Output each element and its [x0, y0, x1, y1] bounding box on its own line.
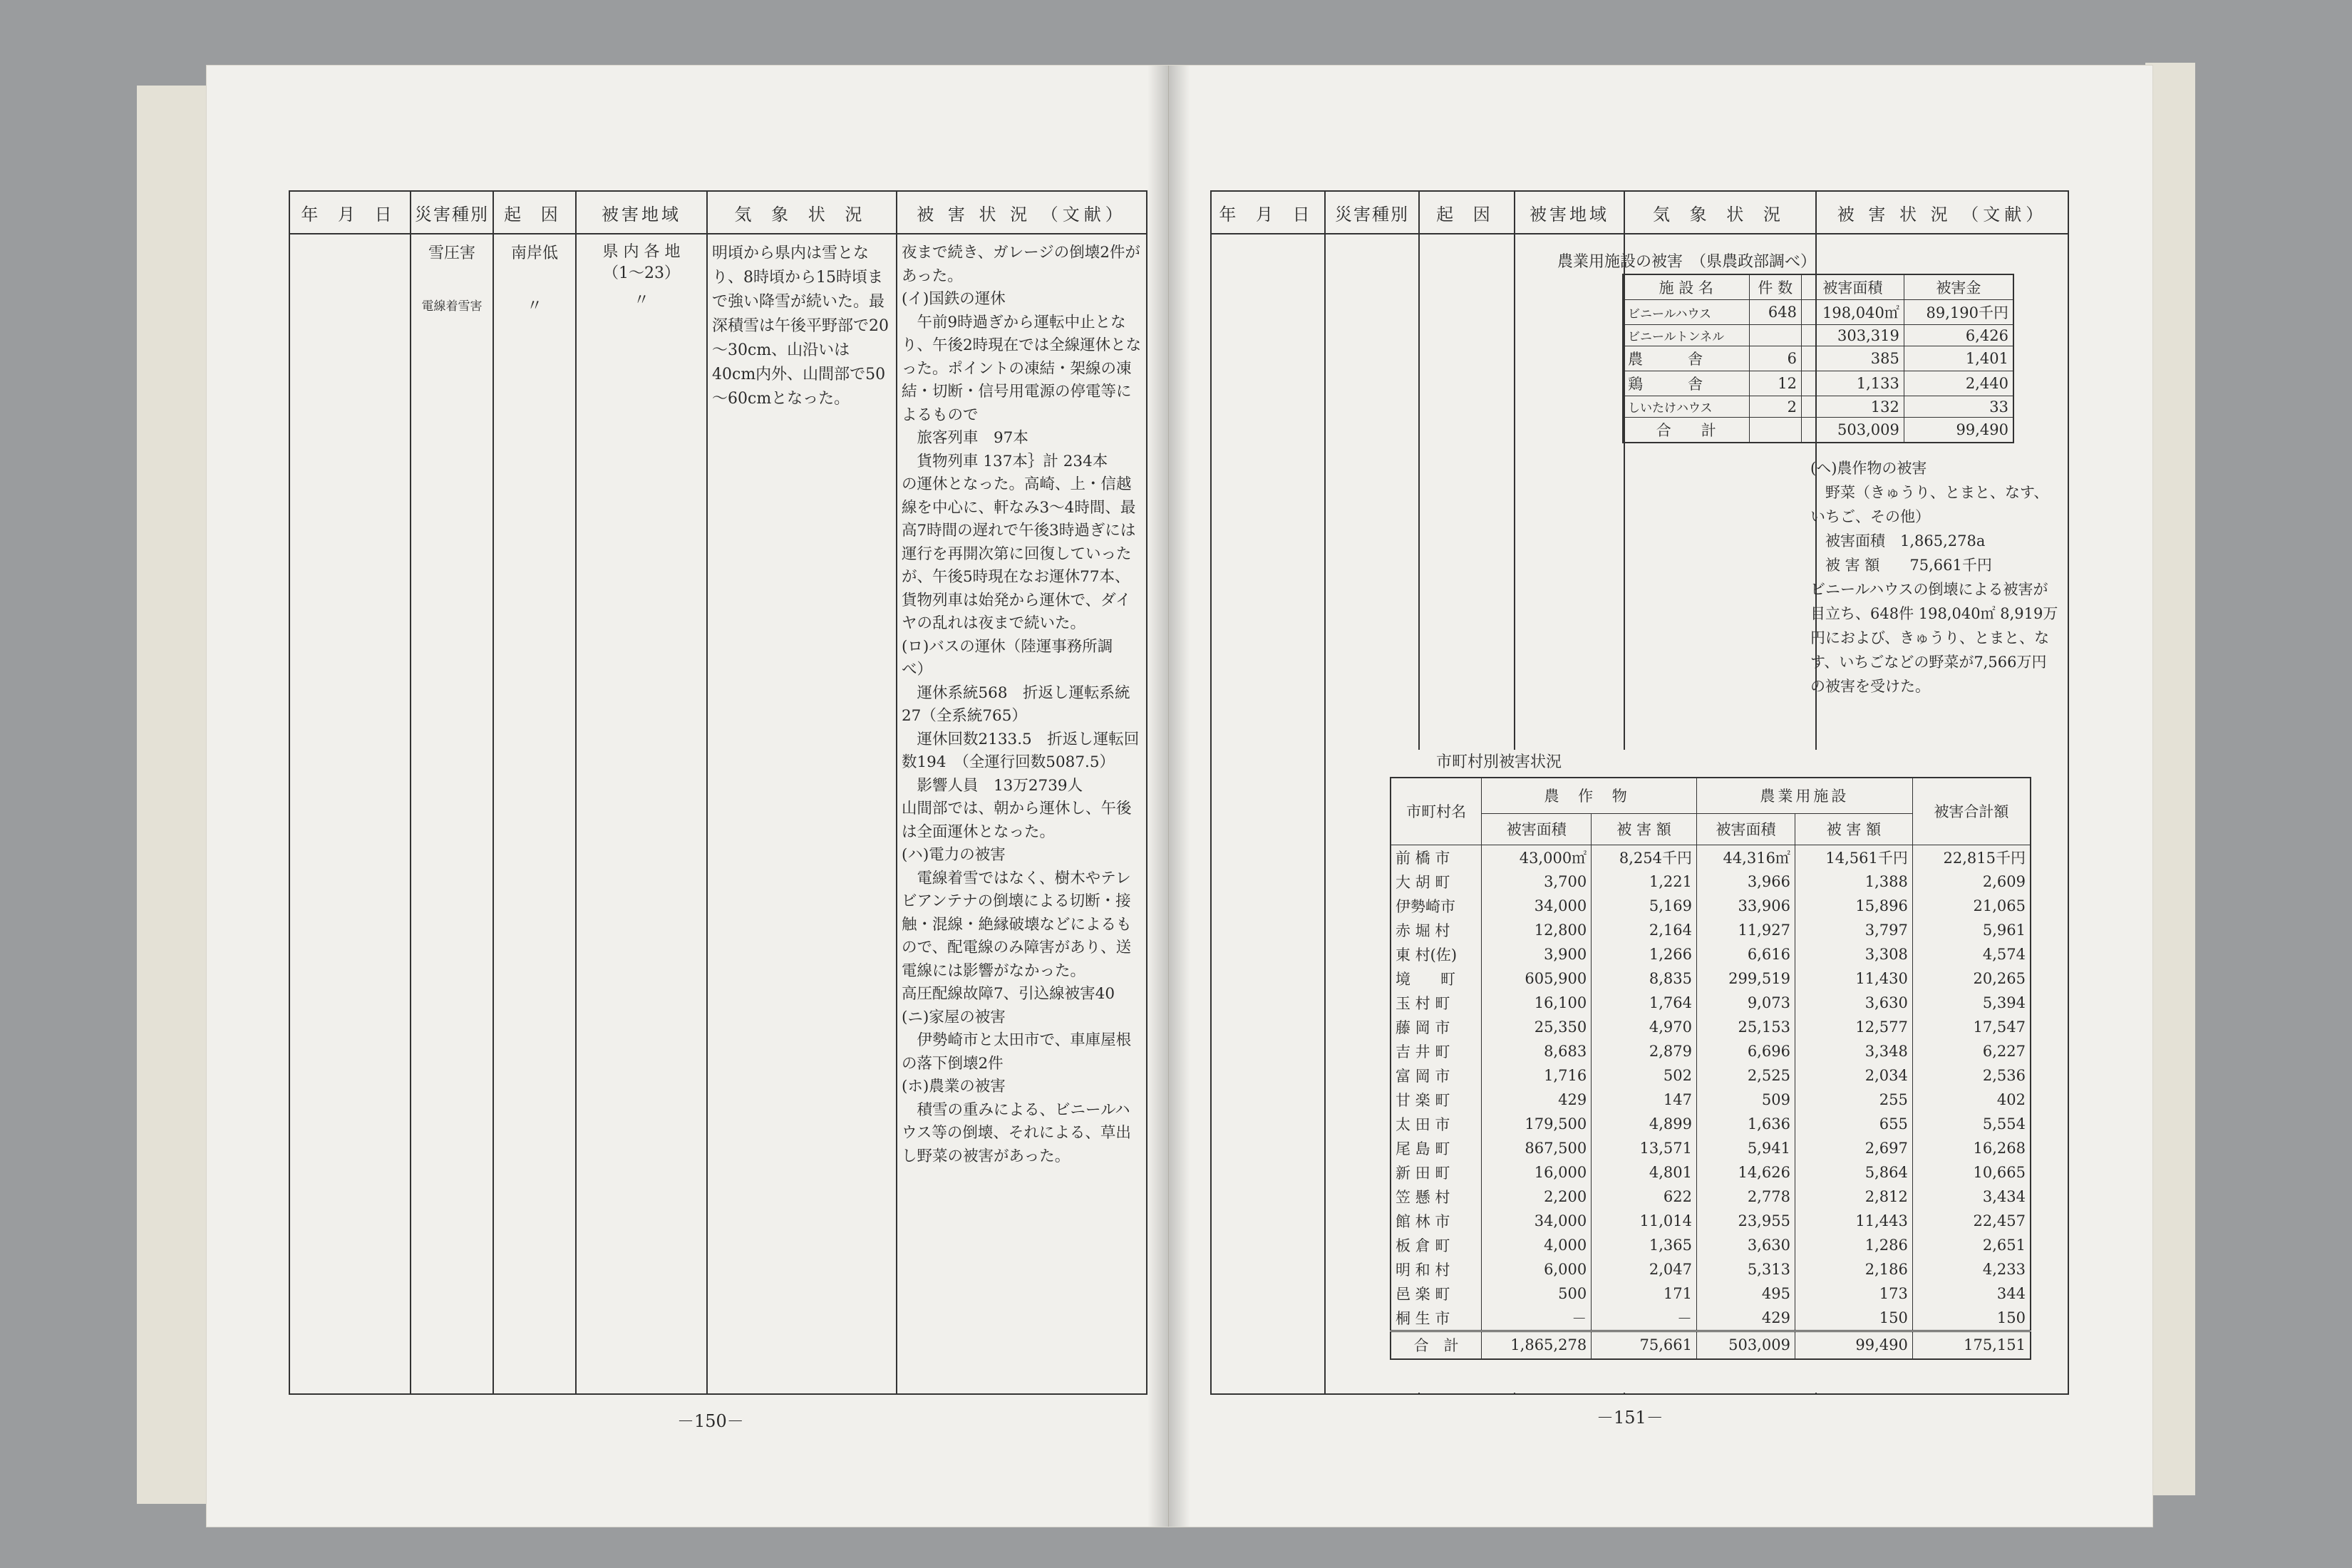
municipal-value: 2,778 [1696, 1185, 1795, 1209]
municipal-table-body [1391, 845, 2031, 1331]
municipal-value: 495 [1696, 1281, 1795, 1306]
municipal-row [1391, 1063, 2031, 1088]
municipality-name: 藤 岡 市 [1391, 1015, 1482, 1039]
facility-table [1622, 274, 2014, 443]
municipal-value: 16,268 [1912, 1136, 2031, 1160]
municipal-value: 16,100 [1482, 991, 1592, 1015]
municipal-value: 1,716 [1482, 1063, 1592, 1088]
area-1: 県 内 各 地 （1～23） [602, 243, 681, 282]
facility-header-name: 施 設 名 [1623, 274, 1749, 300]
muni-total-label: 合 計 [1391, 1331, 1482, 1359]
municipal-value: 1,286 [1795, 1233, 1912, 1257]
header-area: 被害地域 [576, 191, 707, 234]
header-cause-right: 起 因 [1419, 191, 1515, 234]
disaster-type-cell [411, 234, 493, 1394]
facility-cell: 648 [1749, 300, 1801, 325]
page-number-left: －150－ [677, 1411, 744, 1431]
facility-cell: 99,490 [1904, 418, 2013, 443]
municipal-value: 1,388 [1795, 870, 1912, 894]
municipality-name: 新 田 町 [1391, 1160, 1482, 1185]
municipal-value: 4,574 [1912, 942, 2031, 966]
disaster-type-2: 電線着雪害 [421, 299, 483, 314]
book-page-edges-right [2145, 63, 2195, 1495]
municipal-value: 655 [1795, 1112, 1912, 1136]
municipal-value: 44,316㎡ [1696, 845, 1795, 870]
municipality-name: 前 橋 市 [1391, 845, 1482, 870]
municipal-value: 12,577 [1795, 1015, 1912, 1039]
facility-cell: ビニールハウス [1623, 300, 1749, 325]
muni-header-fac-area: 被害面積 [1696, 813, 1795, 845]
municipal-value: 622 [1592, 1185, 1697, 1209]
municipal-value: 43,000㎡ [1482, 845, 1592, 870]
municipal-title: 市町村別被害状況 [1436, 753, 1562, 771]
municipal-value: 5,864 [1795, 1160, 1912, 1185]
municipal-row [1391, 918, 2031, 942]
municipality-name: 境 町 [1391, 966, 1482, 991]
municipal-value: 6,227 [1912, 1039, 2031, 1063]
muni-total-cell: 503,009 [1696, 1331, 1795, 1359]
municipal-damage-table [1390, 777, 2031, 1360]
municipal-value: 11,443 [1795, 1209, 1912, 1233]
municipal-value: 2,651 [1912, 1233, 2031, 1257]
facility-cell [1749, 418, 1801, 443]
municipality-name: 笠 懸 村 [1391, 1185, 1482, 1209]
municipal-row [1391, 1281, 2031, 1306]
municipal-value: 605,900 [1482, 966, 1592, 991]
municipal-row [1391, 1209, 2031, 1233]
municipal-value: 22,815千円 [1912, 845, 2031, 870]
municipal-value: 21,065 [1912, 894, 2031, 918]
facility-title: 農業用施設の被害 （県農政部調べ） [1557, 253, 1817, 271]
facility-header-count: 件 数 [1749, 274, 1801, 300]
municipal-value: 14,561千円 [1795, 845, 1912, 870]
municipal-value: 8,254千円 [1592, 845, 1697, 870]
disaster-type-1: 雪圧害 [428, 244, 475, 262]
muni-total-cell: 75,661 [1592, 1331, 1697, 1359]
municipal-value: 1,636 [1696, 1112, 1795, 1136]
municipality-name: 邑 楽 町 [1391, 1281, 1482, 1306]
header-date: 年 月 日 [289, 191, 411, 234]
muni-header-crop-amount: 被 害 額 [1592, 813, 1697, 845]
header-damage: 被 害 状 況 （文献） [897, 191, 1147, 234]
header-disaster-type-right: 災害種別 [1325, 191, 1419, 234]
facility-cell: 33 [1904, 396, 2013, 418]
municipal-value: 5,554 [1912, 1112, 2031, 1136]
facility-cell: 12 [1749, 371, 1801, 396]
municipality-name: 太 田 市 [1391, 1112, 1482, 1136]
municipal-value: 8,835 [1592, 966, 1697, 991]
municipality-name: 赤 堀 村 [1391, 918, 1482, 942]
municipal-value: 33,906 [1696, 894, 1795, 918]
municipality-name: 吉 井 町 [1391, 1039, 1482, 1063]
municipality-name: 板 倉 町 [1391, 1233, 1482, 1257]
municipal-value: 34,000 [1482, 894, 1592, 918]
municipality-name: 館 林 市 [1391, 1209, 1482, 1233]
municipal-row [1391, 845, 2031, 870]
header-weather-right: 気 象 状 況 [1624, 191, 1816, 234]
municipal-value: 5,169 [1592, 894, 1697, 918]
municipal-value: 429 [1696, 1306, 1795, 1331]
municipal-value: 173 [1795, 1281, 1912, 1306]
cause-1: 南岸低 [510, 244, 558, 262]
municipal-row [1391, 1257, 2031, 1281]
book-page-edges-left [137, 86, 215, 1504]
crop-damage-text: (ヘ)農作物の被害 野菜（きゅうり、とまと、なす、いちご、その他） 被害面積 1,865,278a 被 害 額 75,661千円 ビニールハウスの倒壊による被害が目立ち、648件 198,040㎡ 8,919万円におよび、きゅうり、とまと、なす、いちごなどの野菜が7,566万円の被害を受けた。 [1810, 460, 2058, 695]
facility-cell: 2 [1749, 396, 1801, 418]
municipality-name: 富 岡 市 [1391, 1063, 1482, 1088]
municipal-value: － [1482, 1306, 1592, 1331]
municipal-value: 10,665 [1912, 1160, 2031, 1185]
municipal-row [1391, 1112, 2031, 1136]
municipal-value: 509 [1696, 1088, 1795, 1112]
muni-total-cell: 1,865,278 [1482, 1331, 1592, 1359]
municipal-value: 20,265 [1912, 966, 2031, 991]
municipal-value: 12,800 [1482, 918, 1592, 942]
muni-total-cell: 99,490 [1795, 1331, 1912, 1359]
municipality-name: 甘 楽 町 [1391, 1088, 1482, 1112]
municipal-value: 22,457 [1912, 1209, 2031, 1233]
municipal-row [1391, 966, 2031, 991]
municipal-value: 402 [1912, 1088, 2031, 1112]
cause-cell [493, 234, 576, 1394]
header-damage-right: 被 害 状 況 （文献） [1816, 191, 2068, 234]
facility-row [1623, 300, 2013, 325]
facility-row [1623, 396, 2013, 418]
municipal-value: 2,200 [1482, 1185, 1592, 1209]
municipal-value: 255 [1795, 1088, 1912, 1112]
header-disaster-type: 災害種別 [411, 191, 493, 234]
facility-row [1623, 325, 2013, 346]
right-empty-1 [1211, 234, 1325, 1394]
municipal-value: － [1592, 1306, 1697, 1331]
municipal-value: 6,000 [1482, 1257, 1592, 1281]
municipal-value: 3,630 [1795, 991, 1912, 1015]
facility-cell: 198,040㎡ [1801, 300, 1904, 325]
municipal-value: 16,000 [1482, 1160, 1592, 1185]
municipal-row [1391, 1233, 2031, 1257]
municipal-value: 171 [1592, 1281, 1697, 1306]
municipality-name: 大 胡 町 [1391, 870, 1482, 894]
municipal-row [1391, 1185, 2031, 1209]
municipal-row [1391, 991, 2031, 1015]
header-area-right: 被害地域 [1515, 191, 1624, 234]
municipal-value: 2,034 [1795, 1063, 1912, 1088]
municipal-value: 4,233 [1912, 1257, 2031, 1281]
municipal-value: 3,797 [1795, 918, 1912, 942]
municipality-name: 東 村(佐) [1391, 942, 1482, 966]
facility-cell: ビニールトンネル [1623, 325, 1749, 346]
municipal-value: 5,941 [1696, 1136, 1795, 1160]
facility-row [1623, 371, 2013, 396]
facility-cell: 6 [1749, 346, 1801, 371]
facility-cell: 農 舎 [1623, 346, 1749, 371]
municipal-value: 429 [1482, 1088, 1592, 1112]
municipal-value: 6,696 [1696, 1039, 1795, 1063]
municipality-name: 桐 生 市 [1391, 1306, 1482, 1331]
facility-cell: 132 [1801, 396, 1904, 418]
facility-header-area: 被害面積 [1801, 274, 1904, 300]
municipal-value: 147 [1592, 1088, 1697, 1112]
municipal-row [1391, 1015, 2031, 1039]
municipal-value: 1,764 [1592, 991, 1697, 1015]
municipal-value: 3,630 [1696, 1233, 1795, 1257]
facility-cell: 鶏 舎 [1623, 371, 1749, 396]
facility-cell: 2,440 [1904, 371, 2013, 396]
municipal-value: 3,700 [1482, 870, 1592, 894]
municipal-value: 2,525 [1696, 1063, 1795, 1088]
municipal-value: 179,500 [1482, 1112, 1592, 1136]
municipal-row [1391, 1088, 2031, 1112]
municipal-value: 299,519 [1696, 966, 1795, 991]
municipal-row [1391, 1039, 2031, 1063]
municipal-value: 25,350 [1482, 1015, 1592, 1039]
municipal-value: 2,697 [1795, 1136, 1912, 1160]
municipal-value: 4,970 [1592, 1015, 1697, 1039]
municipal-row [1391, 1160, 2031, 1185]
weather-text: 明頃から県内は雪となり、8時頃から15時頃まで強い降雪が続いた。最深積雪は午後平野部で20～30cm、山沿いは40cm内外、山間部で50～60cmとなった。 [707, 234, 897, 1394]
municipal-value: 500 [1482, 1281, 1592, 1306]
municipal-value: 344 [1912, 1281, 2031, 1306]
municipal-value: 25,153 [1696, 1015, 1795, 1039]
municipal-value: 11,927 [1696, 918, 1795, 942]
municipal-value: 4,899 [1592, 1112, 1697, 1136]
facility-cell: 503,009 [1801, 418, 1904, 443]
facility-cell [1749, 325, 1801, 346]
municipal-value: 4,000 [1482, 1233, 1592, 1257]
municipal-value: 5,394 [1912, 991, 2031, 1015]
municipal-value: 1,221 [1592, 870, 1697, 894]
municipal-value: 2,879 [1592, 1039, 1697, 1063]
facility-row [1623, 346, 2013, 371]
facility-cell: 合 計 [1623, 418, 1749, 443]
municipality-name: 明 和 村 [1391, 1257, 1482, 1281]
municipal-value: 3,348 [1795, 1039, 1912, 1063]
header-cause: 起 因 [493, 191, 576, 234]
left-page [207, 66, 1169, 1527]
municipal-value: 6,616 [1696, 942, 1795, 966]
municipal-value: 1,266 [1592, 942, 1697, 966]
page-number-right: －151－ [1597, 1408, 1664, 1428]
municipal-value: 8,683 [1482, 1039, 1592, 1063]
municipal-value: 5,313 [1696, 1257, 1795, 1281]
municipal-row [1391, 1306, 2031, 1331]
cause-2: 〃 [526, 297, 542, 315]
municipal-value: 150 [1795, 1306, 1912, 1331]
municipal-value: 9,073 [1696, 991, 1795, 1015]
municipal-row [1391, 894, 2031, 918]
municipal-value: 867,500 [1482, 1136, 1592, 1160]
municipal-value: 3,900 [1482, 942, 1592, 966]
municipality-name: 伊勢崎市 [1391, 894, 1482, 918]
left-record-table [289, 190, 1147, 1395]
municipal-value: 23,955 [1696, 1209, 1795, 1233]
municipal-value: 17,547 [1912, 1015, 2031, 1039]
facility-cell: 1,401 [1904, 346, 2013, 371]
area-cell [576, 234, 707, 1394]
book-gutter [1147, 66, 1190, 1527]
municipal-row [1391, 870, 2031, 894]
municipal-value: 150 [1912, 1306, 2031, 1331]
area-2: 〃 [633, 292, 649, 309]
municipal-value: 3,966 [1696, 870, 1795, 894]
muni-header-total: 被害合計額 [1912, 778, 2031, 845]
municipal-value: 4,801 [1592, 1160, 1697, 1185]
municipal-value: 11,014 [1592, 1209, 1697, 1233]
municipal-value: 3,434 [1912, 1185, 2031, 1209]
header-date-right: 年 月 日 [1211, 191, 1325, 234]
municipal-value: 14,626 [1696, 1160, 1795, 1185]
municipal-value: 5,961 [1912, 918, 2031, 942]
right-page [1169, 66, 2152, 1527]
facility-cell: しいたけハウス [1623, 396, 1749, 418]
muni-header-name: 市町村名 [1391, 778, 1482, 845]
facility-total-row [1623, 418, 2013, 443]
municipal-value: 34,000 [1482, 1209, 1592, 1233]
municipal-value: 1,365 [1592, 1233, 1697, 1257]
municipal-value: 502 [1592, 1063, 1697, 1088]
municipal-value: 2,164 [1592, 918, 1697, 942]
municipal-value: 2,047 [1592, 1257, 1697, 1281]
header-weather: 気 象 状 況 [707, 191, 897, 234]
muni-header-crops: 農 作 物 [1482, 778, 1697, 813]
muni-header-facilities: 農業用施設 [1696, 778, 1912, 813]
facility-cell: 385 [1801, 346, 1904, 371]
municipal-total-row [1391, 1331, 2031, 1359]
facility-cell: 1,133 [1801, 371, 1904, 396]
muni-total-cell: 175,151 [1912, 1331, 2031, 1359]
municipality-name: 玉 村 町 [1391, 991, 1482, 1015]
date-cell [289, 234, 411, 1394]
municipality-name: 尾 島 町 [1391, 1136, 1482, 1160]
damage-text: 夜まで続き、ガレージの倒壊2件があった。 (イ)国鉄の運休 午前9時過ぎから運転中止となり、午後2時現在では全線運休となった。ポイントの凍結・架線の凍結・切断・信号用電源の停電等によるもので 旅客列車 97本 貨物列車 137本｝計 234本 の運休となった。高崎、上・信越線を中心に、軒なみ3～4時間、最高7時間の遅れで午後3時過ぎには運行を再開次第に回復していったが、午後5時現在なお運休77本、貨物列車は始発から運休で、ダイヤの乱れは夜まで続いた。 (ロ)バスの運休（陸運事務所調べ） 運休系統568 折返し運転系統27（全系統765） 運休回数2133.5 折返し運転回数194 （全運行回数5087.5） 影響人員 13万2739人 山間部では、朝から運休し、午後は全面運休となった。 (ハ)電力の被害 電線着雪ではなく、樹木やテレビアンテナの倒壊による切断・接触・混線・絶縁破壊などによるもので、配電線のみ障害があり、送電線には影響がなかった。 高圧配線故障7、引込線被害40 (ニ)家屋の被害 伊勢崎市と太田市で、車庫屋根の落下倒壊2件 (ホ)農業の被害 積雪の重みによる、ビニールハウス等の倒壊、それによる、草出し野菜の被害があった。 [897, 234, 1147, 1394]
municipal-value: 11,430 [1795, 966, 1912, 991]
municipal-value: 13,571 [1592, 1136, 1697, 1160]
municipal-value: 2,186 [1795, 1257, 1912, 1281]
municipal-value: 15,896 [1795, 894, 1912, 918]
municipal-row [1391, 1136, 2031, 1160]
muni-header-crop-area: 被害面積 [1482, 813, 1592, 845]
municipal-value: 2,812 [1795, 1185, 1912, 1209]
municipal-value: 2,609 [1912, 870, 2031, 894]
municipal-row [1391, 942, 2031, 966]
facility-cell: 89,190千円 [1904, 300, 2013, 325]
muni-header-fac-amount: 被 害 額 [1795, 813, 1912, 845]
facility-header-amount: 被害金 [1904, 274, 2013, 300]
facility-cell: 303,319 [1801, 325, 1904, 346]
municipal-value: 2,536 [1912, 1063, 2031, 1088]
municipal-value: 3,308 [1795, 942, 1912, 966]
facility-cell: 6,426 [1904, 325, 2013, 346]
